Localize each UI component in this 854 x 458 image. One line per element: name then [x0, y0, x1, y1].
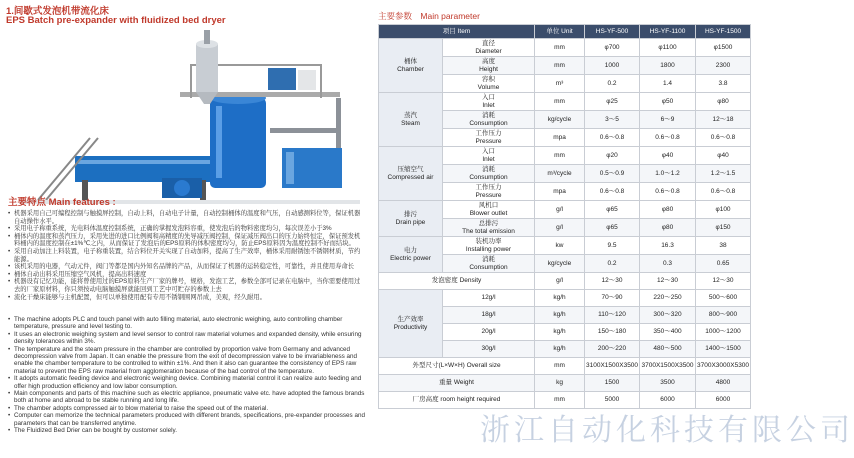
table-row [379, 358, 751, 375]
row-value: 1.0～1.2 [640, 165, 696, 183]
row-value: 500～600 [696, 290, 751, 307]
row-item-label: 20g/l [443, 324, 535, 341]
row-item-label: 直径 Diameter [443, 39, 535, 57]
row-unit: g/l [535, 201, 585, 219]
row-item-label: 18g/l [443, 307, 535, 324]
row-value: 350～400 [640, 324, 696, 341]
row-unit: kg/h [535, 290, 585, 307]
row-value: 4800 [696, 375, 751, 392]
features-heading: 主要特点 Main features : [8, 197, 116, 208]
row-value: 0.3 [640, 255, 696, 273]
row-category: 排污 Drain pipe [379, 201, 443, 237]
row-value: 6000 [696, 392, 751, 409]
row-value: φ1500 [696, 39, 751, 57]
machine-illustration [20, 28, 360, 206]
row-value: 200～220 [585, 341, 640, 358]
row-value: 6～9 [640, 111, 696, 129]
row-value: 1000 [585, 57, 640, 75]
row-unit: kg/cycle [535, 111, 585, 129]
row-unit: mm [535, 39, 585, 57]
params-heading-en: Main parameter [420, 11, 480, 21]
row-unit: mpa [535, 183, 585, 201]
row-category: 压缩空气 Compressed air [379, 147, 443, 201]
row-item-label: 容积 Volume [443, 75, 535, 93]
row-unit: kg/cycle [535, 255, 585, 273]
row-unit: kg/h [535, 307, 585, 324]
feature-item: • The Fluidized Bed Drier can be bought by customer solely. [8, 427, 366, 434]
row-unit: mm [535, 57, 585, 75]
row-unit: mm [535, 147, 585, 165]
row-unit: kg/h [535, 341, 585, 358]
row-value: φ80 [696, 93, 751, 111]
col-header-1100: HS-YF-1100 [640, 25, 696, 39]
row-item-label: 总排污 The total emission [443, 219, 535, 237]
row-value: φ1100 [640, 39, 696, 57]
parameter-table [378, 24, 751, 409]
row-value: 12～18 [696, 111, 751, 129]
right-panel [378, 0, 750, 458]
row-item-label: 30g/l [443, 341, 535, 358]
row-value: φ40 [640, 147, 696, 165]
row-item-label: 入口 Inlet [443, 147, 535, 165]
feature-item: • 机器设有记忆功能，能将曾使用过的EPS原料生产厂家的牌号，规格，发泡工艺，参数全部可记录在电脑中，当你需要使用过去的厂家原材料，你只须按动电脑触摸屏就能回到工艺中可贮存的参数上去 [8, 278, 366, 293]
table-row [379, 39, 751, 57]
left-panel [0, 0, 372, 458]
row-value: 38 [696, 237, 751, 255]
row-value: φ25 [585, 93, 640, 111]
row-value: 1400～1500 [696, 341, 751, 358]
row-item-label: 装机功率 Installing power [443, 237, 535, 255]
row-item-label: 发泡密度 Density [379, 273, 535, 290]
feature-item: • 机器采用自己可编程控制与触摸屏控制，自动上料，自动电子计量，自动控制桶体的温度和气压，自动感测料位等，保证机器自动操作水平。 [8, 210, 366, 225]
row-value: 480～500 [640, 341, 696, 358]
feature-item: • 桶体内的温度和蒸汽压力，采用先进的进口比例阀和高精度的先导减压阀控制，保证减压阀出口的压力始终恒定，保证预发机料桶内的温度控制在±1%℃之内，从而保证了发泡后的EPS原料的体积密度均匀，防止EPS原料因为温度控制不好而结块。 [8, 233, 366, 248]
row-value: φ150 [696, 219, 751, 237]
row-item-label: 外型尺寸(L×W×H) Overall size [379, 358, 535, 375]
row-value: 3500 [640, 375, 696, 392]
row-value: φ65 [585, 201, 640, 219]
row-value: 16.3 [640, 237, 696, 255]
row-value: 2300 [696, 57, 751, 75]
row-value: φ80 [640, 219, 696, 237]
row-value: 1000～1200 [696, 324, 751, 341]
row-value: 0.65 [696, 255, 751, 273]
row-item-label: 消耗 Consumption [443, 255, 535, 273]
row-value: 0.6～0.8 [640, 129, 696, 147]
row-value: 1.2～1.5 [696, 165, 751, 183]
row-unit: g/l [535, 273, 585, 290]
feature-item: • 采用自动加注上料装置，电子称重装置，结合料位开关实现了自动加料，提高了生产效率，桶体采用耐锈蚀不锈钢材质，节约能源。 [8, 248, 366, 263]
feature-item: • Main components and parts of this machine such as electric appliance, pneumatic valve etc. have adopted the famous brands both at home and abroad to be stable running and long life. [8, 390, 366, 405]
row-category: 桶体 Chamber [379, 39, 443, 93]
row-item-label: 工作压力 Pressure [443, 183, 535, 201]
row-unit: kw [535, 237, 585, 255]
table-row [379, 375, 751, 392]
row-unit: mm [535, 93, 585, 111]
table-row [379, 201, 751, 219]
row-item-label: 厂房高度 room height required [379, 392, 535, 409]
row-value: 0.6～0.8 [696, 183, 751, 201]
row-value: 800～900 [696, 307, 751, 324]
table-row [379, 93, 751, 111]
row-value: 1500 [585, 375, 640, 392]
feature-item: • 流化干燥床能够与主机配置，但可以单独使用配有专用不锈钢围网吊成，美观，经久耐用。 [8, 294, 366, 302]
row-value: 70～90 [585, 290, 640, 307]
row-value: 0.6～0.8 [585, 129, 640, 147]
row-value: 6000 [640, 392, 696, 409]
company-watermark: 浙江自动化科技有限公司 [480, 414, 854, 447]
row-value: 12～30 [585, 273, 640, 290]
feature-item: • 桶体自动出料采用压缩空气风机，提高出料速度 [8, 271, 366, 279]
row-value: 220～250 [640, 290, 696, 307]
row-value: 0.5～0.9 [585, 165, 640, 183]
col-header-item: 项目 Item [379, 25, 535, 39]
row-value: φ100 [696, 201, 751, 219]
row-value: 0.6～0.8 [640, 183, 696, 201]
row-category: 电力 Electric power [379, 237, 443, 273]
row-value: 1800 [640, 57, 696, 75]
table-header-row [379, 25, 751, 39]
row-value: 0.2 [585, 255, 640, 273]
row-value: 110～120 [585, 307, 640, 324]
row-item-label: 工作压力 Pressure [443, 129, 535, 147]
col-header-unit: 单位 Unit [535, 25, 585, 39]
row-value: 9.5 [585, 237, 640, 255]
row-value: 3700X1500X3500 [640, 358, 696, 375]
row-value: 0.2 [585, 75, 640, 93]
row-value: 3700X3000X5300 [696, 358, 751, 375]
row-value: 1.4 [640, 75, 696, 93]
col-header-1500: HS-YF-1500 [696, 25, 751, 39]
row-unit: mm [535, 392, 585, 409]
row-value: φ20 [585, 147, 640, 165]
feature-item: • It adopts automatic feeding device and electronic weighing device. Combining material control it can realize auto feeding and offer high production efficiency and low labor consumption. [8, 375, 366, 390]
feature-item: • 采用电子称重系统，光电料体温度控制系统，正确的掌握发泡料容重，使发泡后的物料密度均匀，每次误差小于3% [8, 225, 366, 233]
row-category: 生产效率 Productivity [379, 290, 443, 358]
row-item-label: 12g/l [443, 290, 535, 307]
row-unit: m³ [535, 75, 585, 93]
row-unit: kg/h [535, 324, 585, 341]
row-item-label: 风机口 Blower outlet [443, 201, 535, 219]
table-row [379, 273, 751, 290]
col-header-500: HS-YF-500 [585, 25, 640, 39]
row-unit: kg [535, 375, 585, 392]
row-value: φ40 [696, 147, 751, 165]
feature-item: • It uses an electronic weighing system and level sensor to control raw material volumes and expanded density, while ensuring density tolerances within 3%. [8, 331, 366, 346]
row-value: 3100X1500X3500 [585, 358, 640, 375]
table-row [379, 290, 751, 307]
row-value: 5000 [585, 392, 640, 409]
feature-item: • 该机采用的电器，气动元件，阀门等都是国内外知名品牌的产品，从而保证了机器的运转稳定性，可靠性，并且使用寿命长 [8, 263, 366, 271]
row-value: 0.6～0.8 [696, 129, 751, 147]
row-item-label: 入口 Inlet [443, 93, 535, 111]
row-value: φ65 [585, 219, 640, 237]
row-value: φ700 [585, 39, 640, 57]
feature-item: • The temperature and the steam pressure in the chamber are controlled by proportion valve from Germany and advanced decompression valve from Japan. It can enable the pressure from the exit of decompression valve to be invariableness and enable the chamber temperature to be controlled to within ±1%. And then it also can guarantee the consistency of EPS raw material to prevent the EPS raw material from agglomeration because of the bad control of the temperature. [8, 346, 366, 376]
row-value: 150～180 [585, 324, 640, 341]
row-value: φ80 [640, 201, 696, 219]
row-item-label: 高度 Height [443, 57, 535, 75]
row-value: 3～5 [585, 111, 640, 129]
row-item-label: 消耗 Consumption [443, 165, 535, 183]
params-heading [378, 10, 486, 22]
row-item-label: 重量 Weight [379, 375, 535, 392]
feature-item: • The chamber adopts compressed air to blow material to raise the speed out of the material. [8, 405, 366, 412]
row-value: 3.8 [696, 75, 751, 93]
feature-item: • Computer can memorize the technical parameters produced with different brands, specifications, pre-expander processes and parameters that can be transferred anytime. [8, 412, 366, 427]
row-value: 12～30 [696, 273, 751, 290]
features-list-cn [8, 210, 366, 301]
row-value: 12～30 [640, 273, 696, 290]
features-list-en [8, 316, 366, 435]
row-item-label: 消耗 Consumption [443, 111, 535, 129]
row-unit: m³/cycle [535, 165, 585, 183]
params-heading-cn: 主要参数 [378, 11, 413, 21]
table-row [379, 147, 751, 165]
product-title-en: EPS Batch pre-expander with fluidized bed dryer [6, 15, 226, 26]
row-value: 300～320 [640, 307, 696, 324]
row-unit: mm [535, 358, 585, 375]
row-unit: g/l [535, 219, 585, 237]
row-value: 0.6～0.8 [585, 183, 640, 201]
row-category: 蒸汽 Steam [379, 93, 443, 147]
feature-item: • The machine adopts PLC and touch panel with auto filling material, auto electronic weighing, auto controlling chamber temperature, pressure and level testing to. [8, 316, 366, 331]
table-row [379, 237, 751, 255]
row-value: φ50 [640, 93, 696, 111]
product-title-cn: 1.间歇式发泡机带流化床 [6, 6, 109, 17]
row-unit: mpa [535, 129, 585, 147]
